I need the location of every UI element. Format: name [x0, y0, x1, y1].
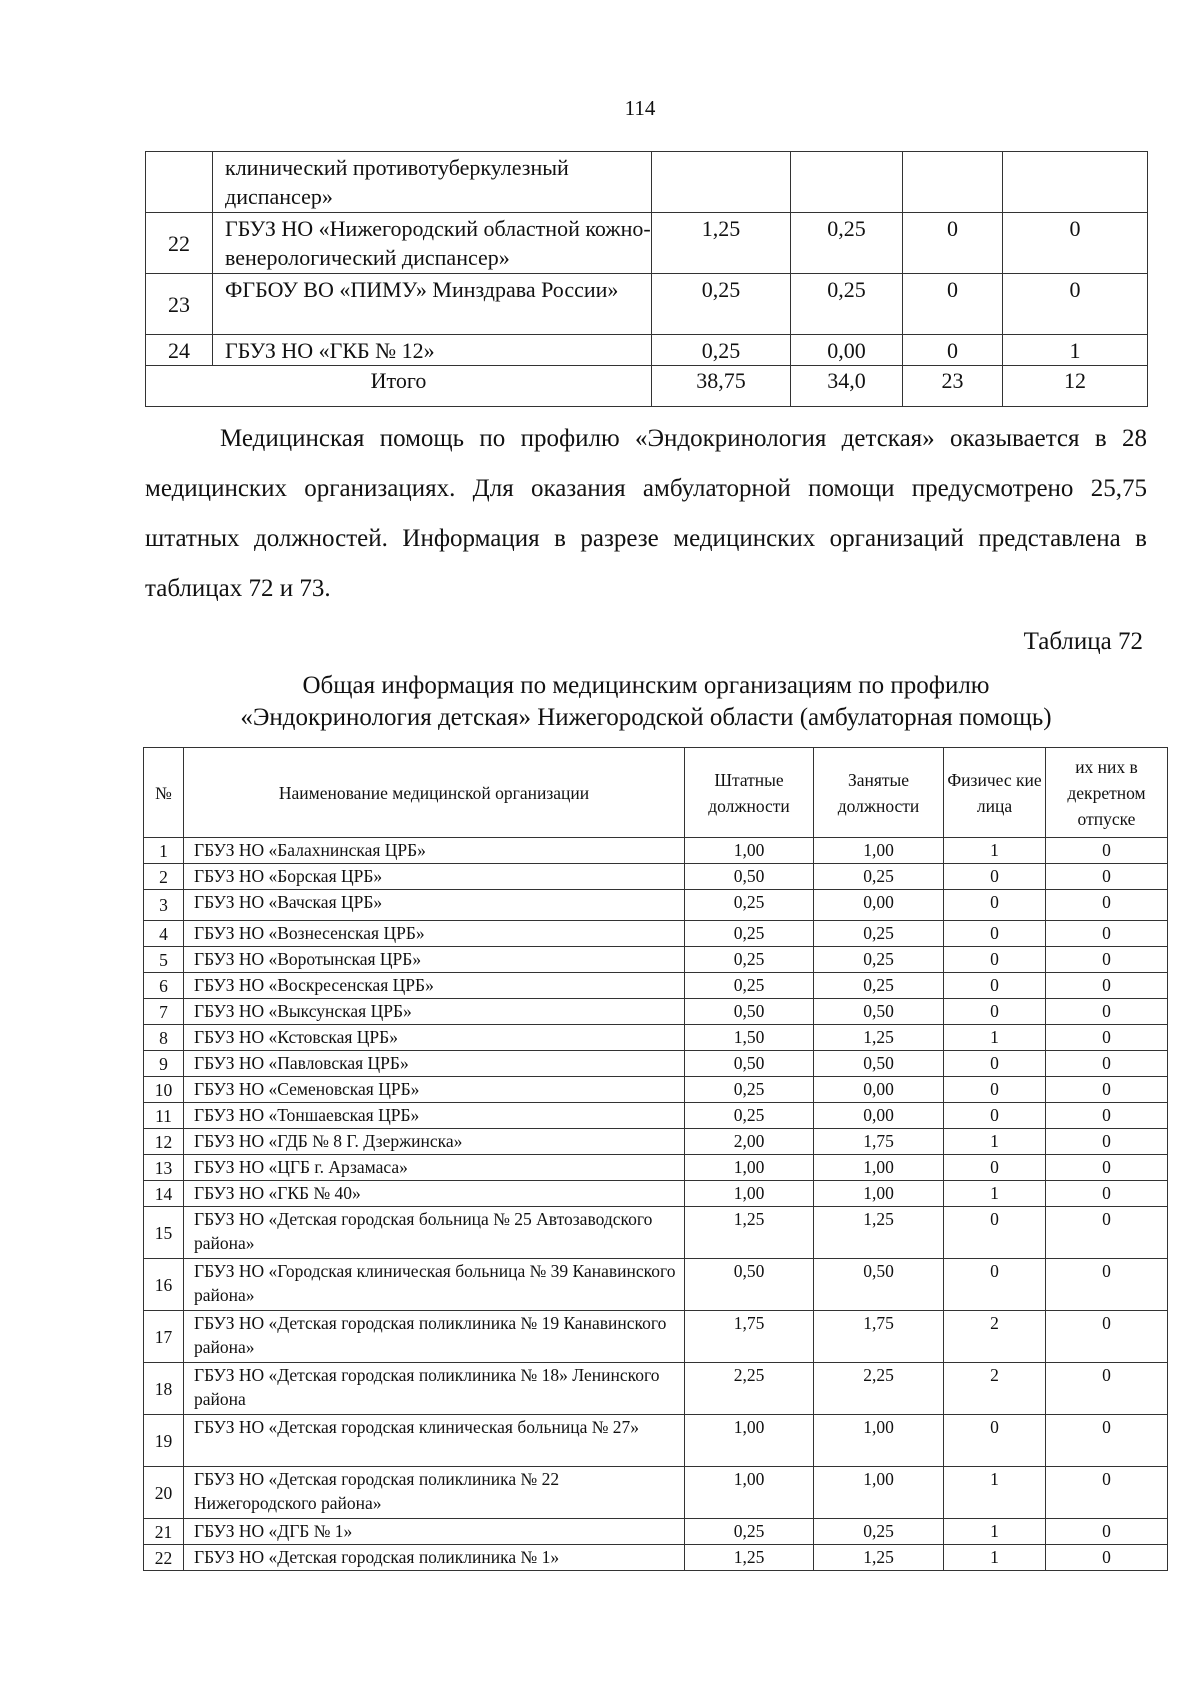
physical-persons: 0 — [944, 1077, 1046, 1103]
cell-value: 0,25 — [652, 274, 791, 335]
occupied-positions: 0,25 — [814, 921, 944, 947]
body-paragraph: Медицинская помощь по профилю «Эндокринология детская» оказывается в 28 медицинских организациях. Для оказания амбулаторной помощи предусмотрено 25,75 штатных должностей. Информация в разрезе медицинских организаций представлена в таблицах 72 и 73. — [145, 425, 1147, 602]
physical-persons: 1 — [944, 1181, 1046, 1207]
organization-name: ГБУЗ НО «Борская ЦРБ» — [184, 864, 685, 890]
staff-positions: 1,25 — [685, 1545, 814, 1571]
organization-name: ГБУЗ НО «Воротынская ЦРБ» — [184, 947, 685, 973]
occupied-positions: 0,50 — [814, 1051, 944, 1077]
row-number: 18 — [144, 1363, 184, 1415]
row-number: 6 — [144, 973, 184, 999]
staff-positions: 1,00 — [685, 1467, 814, 1519]
organization-name: ГБУЗ НО «ГКБ № 40» — [184, 1181, 685, 1207]
row-number: 7 — [144, 999, 184, 1025]
physical-persons: 0 — [944, 947, 1046, 973]
staff-positions: 0,50 — [685, 1051, 814, 1077]
total-value: 38,75 — [652, 366, 791, 407]
occupied-positions: 1,00 — [814, 1181, 944, 1207]
occupied-positions: 2,25 — [814, 1363, 944, 1415]
occupied-positions: 0,50 — [814, 1259, 944, 1311]
physical-persons: 0 — [944, 1415, 1046, 1467]
row-number: 14 — [144, 1181, 184, 1207]
table-label: Таблица 72 — [1023, 628, 1143, 655]
row-number: 17 — [144, 1311, 184, 1363]
cell-value: 1 — [1003, 335, 1148, 366]
organization-name: ГБУЗ НО «Детская городская больница № 25 Автозаводского района» — [184, 1207, 685, 1259]
table-row — [144, 947, 1168, 973]
cell-value — [903, 152, 1003, 213]
organization-name: ГБУЗ НО «Павловская ЦРБ» — [184, 1051, 685, 1077]
row-number: 3 — [144, 890, 184, 921]
staff-positions: 0,50 — [685, 1259, 814, 1311]
table-row — [144, 1311, 1168, 1363]
table-row — [144, 1415, 1168, 1467]
physical-persons: 0 — [944, 999, 1046, 1025]
cell-value: 1,25 — [652, 213, 791, 274]
maternity-leave: 0 — [1046, 1311, 1168, 1363]
table-row — [144, 1181, 1168, 1207]
header-number: № — [144, 748, 184, 838]
maternity-leave: 0 — [1046, 1545, 1168, 1571]
cell-value: 0,25 — [791, 213, 903, 274]
physical-persons: 0 — [944, 1207, 1046, 1259]
table-72 — [143, 747, 1168, 1571]
maternity-leave: 0 — [1046, 1051, 1168, 1077]
row-number: 20 — [144, 1467, 184, 1519]
row-number: 23 — [146, 274, 213, 335]
occupied-positions: 1,25 — [814, 1545, 944, 1571]
staff-positions: 2,25 — [685, 1363, 814, 1415]
total-value: 12 — [1003, 366, 1148, 407]
physical-persons: 2 — [944, 1311, 1046, 1363]
row-number: 21 — [144, 1519, 184, 1545]
row-number — [146, 152, 213, 213]
occupied-positions: 0,25 — [814, 973, 944, 999]
physical-persons: 1 — [944, 1545, 1046, 1571]
maternity-leave: 0 — [1046, 838, 1168, 864]
total-label: Итого — [146, 366, 652, 407]
maternity-leave: 0 — [1046, 1181, 1168, 1207]
maternity-leave: 0 — [1046, 921, 1168, 947]
row-number: 13 — [144, 1155, 184, 1181]
row-number: 4 — [144, 921, 184, 947]
staff-positions: 0,50 — [685, 999, 814, 1025]
row-number: 2 — [144, 864, 184, 890]
table-row — [146, 335, 1148, 366]
table-row — [144, 1467, 1168, 1519]
table-row — [144, 1155, 1168, 1181]
occupied-positions: 1,75 — [814, 1311, 944, 1363]
cell-value: 0,00 — [791, 335, 903, 366]
staff-positions: 0,25 — [685, 921, 814, 947]
header-leave: их них в декретном отпуске — [1046, 748, 1168, 838]
occupied-positions: 0,25 — [814, 1519, 944, 1545]
staff-positions: 0,25 — [685, 947, 814, 973]
organization-name: ГБУЗ НО «Нижегородский областной кожно-венерологический диспансер» — [213, 213, 652, 274]
physical-persons: 0 — [944, 864, 1046, 890]
physical-persons: 0 — [944, 1103, 1046, 1129]
table-row — [144, 999, 1168, 1025]
staff-positions: 1,00 — [685, 1155, 814, 1181]
table-row — [146, 152, 1148, 213]
continuation-table — [145, 151, 1148, 407]
occupied-positions: 1,25 — [814, 1025, 944, 1051]
cell-value: 0 — [903, 213, 1003, 274]
table-row — [144, 838, 1168, 864]
organization-name: ГБУЗ НО «Городская клиническая больница № 39 Канавинского района» — [184, 1259, 685, 1311]
maternity-leave: 0 — [1046, 947, 1168, 973]
cell-value: 0,25 — [652, 335, 791, 366]
physical-persons: 0 — [944, 973, 1046, 999]
maternity-leave: 0 — [1046, 1259, 1168, 1311]
table-title-line: Общая информация по медицинским организациям по профилю — [302, 672, 990, 699]
staff-positions: 0,25 — [685, 1519, 814, 1545]
organization-name: ГБУЗ НО «Выксунская ЦРБ» — [184, 999, 685, 1025]
organization-name: ГБУЗ НО «Семеновская ЦРБ» — [184, 1077, 685, 1103]
maternity-leave: 0 — [1046, 1077, 1168, 1103]
row-number: 15 — [144, 1207, 184, 1259]
total-value: 23 — [903, 366, 1003, 407]
table-row — [144, 1051, 1168, 1077]
organization-name: ГБУЗ НО «Балахнинская ЦРБ» — [184, 838, 685, 864]
cell-value — [652, 152, 791, 213]
table-row — [146, 213, 1148, 274]
organization-name: ГБУЗ НО «Тоншаевская ЦРБ» — [184, 1103, 685, 1129]
physical-persons: 2 — [944, 1363, 1046, 1415]
organization-name: ГБУЗ НО «Детская городская клиническая больница № 27» — [184, 1415, 685, 1467]
organization-name: ГБУЗ НО «Вачская ЦРБ» — [184, 890, 685, 921]
occupied-positions: 1,75 — [814, 1129, 944, 1155]
physical-persons: 1 — [944, 1129, 1046, 1155]
table-title — [145, 670, 1147, 734]
physical-persons: 1 — [944, 1467, 1046, 1519]
row-number: 19 — [144, 1415, 184, 1467]
staff-positions: 0,25 — [685, 1077, 814, 1103]
maternity-leave: 0 — [1046, 973, 1168, 999]
organization-name: ГБУЗ НО «Вознесенская ЦРБ» — [184, 921, 685, 947]
occupied-positions: 0,50 — [814, 999, 944, 1025]
table-row — [144, 1025, 1168, 1051]
organization-name: ГБУЗ НО «Детская городская поликлиника № 18» Ленинского района — [184, 1363, 685, 1415]
staff-positions: 0,50 — [685, 864, 814, 890]
organization-name: клинический противотуберкулезный диспансер» — [213, 152, 652, 213]
staff-positions: 1,75 — [685, 1311, 814, 1363]
total-row — [146, 366, 1148, 407]
maternity-leave: 0 — [1046, 1207, 1168, 1259]
staff-positions: 1,00 — [685, 1181, 814, 1207]
occupied-positions: 1,00 — [814, 1155, 944, 1181]
cell-value: 0 — [903, 335, 1003, 366]
organization-name: ГБУЗ НО «ДГБ № 1» — [184, 1519, 685, 1545]
physical-persons: 0 — [944, 1051, 1046, 1077]
maternity-leave: 0 — [1046, 1129, 1168, 1155]
occupied-positions: 0,00 — [814, 1103, 944, 1129]
staff-positions: 2,00 — [685, 1129, 814, 1155]
table-row — [144, 864, 1168, 890]
row-number: 8 — [144, 1025, 184, 1051]
header-staff: Штатные должности — [685, 748, 814, 838]
row-number: 10 — [144, 1077, 184, 1103]
maternity-leave: 0 — [1046, 1155, 1168, 1181]
cell-value — [1003, 152, 1148, 213]
table-row — [144, 1129, 1168, 1155]
header-occupied: Занятые должности — [814, 748, 944, 838]
occupied-positions: 1,25 — [814, 1207, 944, 1259]
row-number: 22 — [146, 213, 213, 274]
table-row — [144, 973, 1168, 999]
occupied-positions: 1,00 — [814, 838, 944, 864]
maternity-leave: 0 — [1046, 864, 1168, 890]
occupied-positions: 1,00 — [814, 1415, 944, 1467]
cell-value: 0,25 — [791, 274, 903, 335]
table-row — [144, 1363, 1168, 1415]
occupied-positions: 1,00 — [814, 1467, 944, 1519]
total-value: 34,0 — [791, 366, 903, 407]
row-number: 12 — [144, 1129, 184, 1155]
header-row — [144, 748, 1168, 838]
staff-positions: 0,25 — [685, 1103, 814, 1129]
staff-positions: 0,25 — [685, 973, 814, 999]
maternity-leave: 0 — [1046, 1519, 1168, 1545]
physical-persons: 0 — [944, 890, 1046, 921]
table-title-line: «Эндокринология детская» Нижегородской области (амбулаторная помощь) — [240, 704, 1052, 731]
header-persons: Физичес кие лица — [944, 748, 1046, 838]
table-row — [144, 1519, 1168, 1545]
table-row — [144, 1207, 1168, 1259]
organization-name: ГБУЗ НО «Детская городская поликлиника № 22 Нижегородского района» — [184, 1467, 685, 1519]
staff-positions: 1,00 — [685, 838, 814, 864]
physical-persons: 0 — [944, 1155, 1046, 1181]
organization-name: ФГБОУ ВО «ПИМУ» Минздрава России» — [213, 274, 652, 335]
maternity-leave: 0 — [1046, 1363, 1168, 1415]
row-number: 5 — [144, 947, 184, 973]
page-number: 114 — [624, 96, 656, 120]
table-row — [146, 274, 1148, 335]
staff-positions: 1,25 — [685, 1207, 814, 1259]
row-number: 16 — [144, 1259, 184, 1311]
table-row — [144, 921, 1168, 947]
row-number: 11 — [144, 1103, 184, 1129]
table-row — [144, 1077, 1168, 1103]
cell-value: 0 — [1003, 274, 1148, 335]
organization-name: ГБУЗ НО «ГКБ № 12» — [213, 335, 652, 366]
row-number: 22 — [144, 1545, 184, 1571]
table-row — [144, 1103, 1168, 1129]
occupied-positions: 0,00 — [814, 1077, 944, 1103]
row-number: 1 — [144, 838, 184, 864]
staff-positions: 1,50 — [685, 1025, 814, 1051]
staff-positions: 0,25 — [685, 890, 814, 921]
organization-name: ГБУЗ НО «ГДБ № 8 Г. Дзержинска» — [184, 1129, 685, 1155]
organization-name: ГБУЗ НО «Детская городская поликлиника № 1» — [184, 1545, 685, 1571]
organization-name: ГБУЗ НО «Детская городская поликлиника № 19 Канавинского района» — [184, 1311, 685, 1363]
occupied-positions: 0,25 — [814, 947, 944, 973]
header-name: Наименование медицинской организации — [184, 748, 685, 838]
organization-name: ГБУЗ НО «Воскресенская ЦРБ» — [184, 973, 685, 999]
organization-name: ГБУЗ НО «Кстовская ЦРБ» — [184, 1025, 685, 1051]
organization-name: ГБУЗ НО «ЦГБ г. Арзамаса» — [184, 1155, 685, 1181]
occupied-positions: 0,00 — [814, 890, 944, 921]
cell-value — [791, 152, 903, 213]
maternity-leave: 0 — [1046, 890, 1168, 921]
table-row — [144, 1259, 1168, 1311]
maternity-leave: 0 — [1046, 1415, 1168, 1467]
cell-value: 0 — [1003, 213, 1148, 274]
row-number: 9 — [144, 1051, 184, 1077]
physical-persons: 1 — [944, 838, 1046, 864]
staff-positions: 1,00 — [685, 1415, 814, 1467]
table-row — [144, 890, 1168, 921]
physical-persons: 1 — [944, 1025, 1046, 1051]
maternity-leave: 0 — [1046, 1103, 1168, 1129]
occupied-positions: 0,25 — [814, 864, 944, 890]
physical-persons: 0 — [944, 921, 1046, 947]
table-row — [144, 1545, 1168, 1571]
row-number: 24 — [146, 335, 213, 366]
cell-value: 0 — [903, 274, 1003, 335]
physical-persons: 1 — [944, 1519, 1046, 1545]
maternity-leave: 0 — [1046, 1467, 1168, 1519]
maternity-leave: 0 — [1046, 1025, 1168, 1051]
maternity-leave: 0 — [1046, 999, 1168, 1025]
physical-persons: 0 — [944, 1259, 1046, 1311]
